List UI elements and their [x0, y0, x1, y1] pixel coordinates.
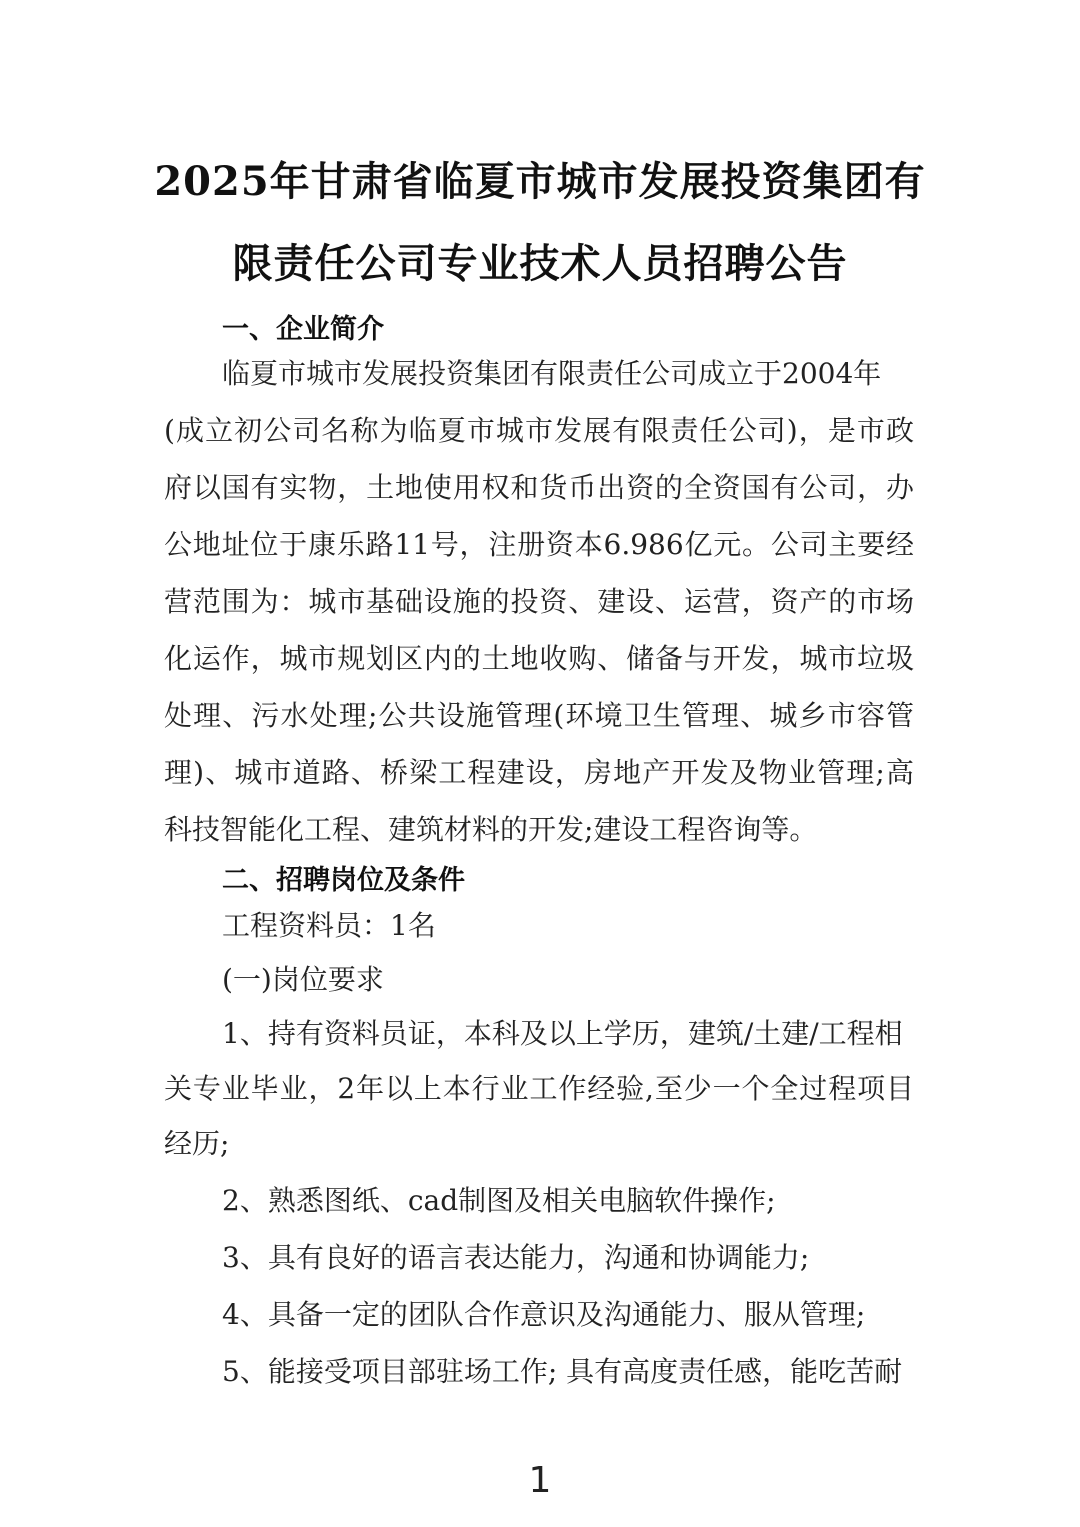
section-heading-positions: 二、招聘岗位及条件	[222, 865, 465, 896]
section-heading-company-intro: 一、企业简介	[222, 314, 384, 345]
requirements-subheading: (一)岗位要求	[222, 963, 384, 996]
intro-line-3: 府以国有实物，土地使用权和货币出资的全资国有公司，办	[164, 471, 914, 504]
page-number: 1	[528, 1460, 552, 1501]
intro-line-6: 化运作，城市规划区内的土地收购、储备与开发，城市垃圾	[164, 642, 914, 675]
intro-line-2: (成立初公司名称为临夏市城市发展有限责任公司)，是市政	[164, 414, 914, 447]
requirement-1-line-2: 关专业毕业，2年以上本行业工作经验,至少一个全过程项目	[164, 1072, 914, 1105]
intro-line-1: 临夏市城市发展投资集团有限责任公司成立于2004年	[222, 357, 882, 390]
intro-line-7: 处理、污水处理;公共设施管理(环境卫生管理、城乡市容管	[164, 699, 914, 732]
requirement-5: 5、能接受项目部驻场工作; 具有高度责任感，能吃苦耐	[222, 1355, 903, 1388]
document-title-line-1: 2025年甘肃省临夏市城市发展投资集团有	[154, 158, 926, 205]
document-title-line-2: 限责任公司专业技术人员招聘公告	[232, 240, 848, 287]
intro-line-8: 理)、城市道路、桥梁工程建设，房地产开发及物业管理;高	[164, 756, 914, 789]
requirement-2: 2、熟悉图纸、cad制图及相关电脑软件操作;	[222, 1184, 776, 1217]
requirement-1-line-1: 1、持有资料员证，本科及以上学历，建筑/土建/工程相	[222, 1017, 903, 1050]
intro-line-4: 公地址位于康乐路11号，注册资本6.986亿元。公司主要经	[164, 528, 914, 561]
intro-line-5: 营范围为：城市基础设施的投资、建设、运营，资产的市场	[164, 585, 914, 618]
intro-line-9: 科技智能化工程、建筑材料的开发;建设工程咨询等。	[164, 813, 818, 846]
requirement-4: 4、具备一定的团队合作意识及沟通能力、服从管理;	[222, 1298, 866, 1331]
position-line: 工程资料员：1名	[222, 909, 436, 942]
requirement-1-line-3: 经历;	[164, 1127, 230, 1160]
requirement-3: 3、具有良好的语言表达能力，沟通和协调能力;	[222, 1241, 810, 1274]
